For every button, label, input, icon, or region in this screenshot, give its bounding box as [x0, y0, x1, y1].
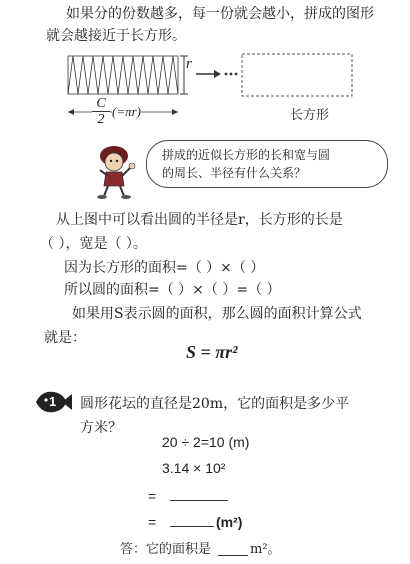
step-1: 20 ÷ 2=10 (m): [162, 434, 250, 450]
bubble-line-2: 的周长、半径有什么关系？: [162, 166, 307, 180]
para2-line-1: 从上图中可以看出圆的半径是r，长方形的长是: [56, 212, 343, 228]
equals-2: =: [148, 514, 157, 530]
para3-line-2: 就是：: [44, 330, 86, 346]
area-unit: (m²): [216, 514, 243, 530]
target-rectangle: [242, 54, 352, 96]
fraction-denominator: 2: [97, 112, 105, 127]
rectangle-label: 长方形: [290, 108, 330, 123]
arrow-right-icon: [196, 70, 237, 78]
para2-line-3: 因为长方形的面积=（ ）×（ ）: [64, 260, 265, 276]
step-2: 3.14 × 10²: [162, 460, 226, 476]
width-formula: (=πr): [112, 104, 142, 119]
sector-zigzag: [68, 56, 178, 94]
fraction-numerator: C: [92, 96, 110, 112]
answer-blank-2: [170, 512, 214, 527]
radius-label: r: [186, 56, 192, 72]
answer-blank-1: [170, 486, 228, 501]
intro-line-1: 如果分的份数越多，每一份就会越小，拼成的图形: [66, 6, 374, 22]
equals-1: =: [148, 488, 157, 504]
answer-blank-final: [218, 541, 248, 556]
para2-line-4: 所以圆的面积=（ ）×（ ）=（ ）: [64, 282, 281, 298]
problem-line-2: 方米？: [80, 420, 122, 436]
answer-unit: m²。: [250, 542, 281, 557]
intro-line-2: 就会越接近于长方形。: [46, 28, 186, 44]
problem-number: 1: [49, 394, 57, 409]
answer-prefix: 答：它的面积是: [120, 542, 212, 557]
problem-line-1: 圆形花坛的直径是20m，它的面积是多少平: [80, 396, 350, 412]
sector-strip: [68, 56, 178, 94]
area-formula: S = πr²: [186, 342, 238, 362]
para3-line-1: 如果用S表示圆的面积，那么圆的面积计算公式: [72, 306, 362, 322]
para2-line-2: （ ），宽是（ ）。: [40, 236, 147, 252]
width-fraction: [92, 96, 110, 127]
cartoon-character-icon: [84, 140, 142, 200]
bubble-line-1: 拼成的近似长方形的长和宽与圆: [162, 148, 331, 162]
